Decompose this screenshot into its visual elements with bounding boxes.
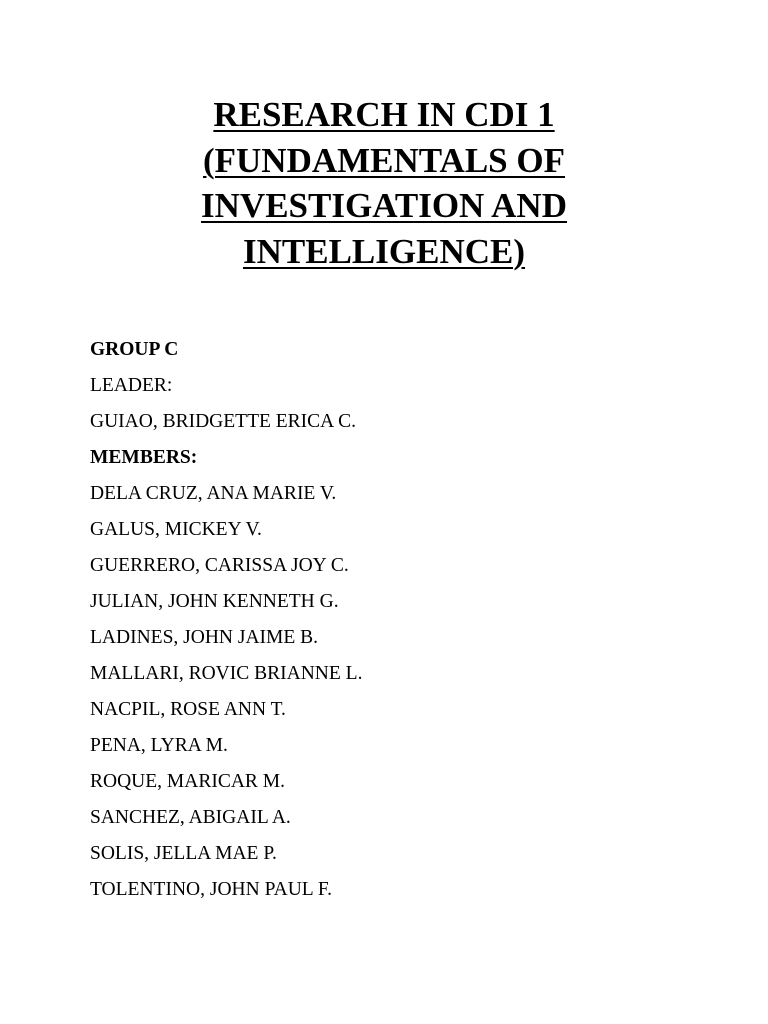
- members-label: MEMBERS:: [90, 447, 198, 468]
- title-line: RESEARCH IN CDI 1: [213, 95, 555, 134]
- member-item: TOLENTINO, JOHN PAUL F.: [90, 879, 333, 900]
- member-item: LADINES, JOHN JAIME B.: [90, 627, 319, 648]
- member-item: JULIAN, JOHN KENNETH G.: [90, 591, 339, 612]
- member-item: SOLIS, JELLA MAE P.: [90, 843, 277, 864]
- member-item: GALUS, MICKEY V.: [90, 519, 262, 540]
- member-item: ROQUE, MARICAR M.: [90, 771, 286, 792]
- leader-label: LEADER:: [90, 375, 173, 396]
- member-item: MALLARI, ROVIC BRIANNE L.: [90, 663, 363, 684]
- leader-name: GUIAO, BRIDGETTE ERICA C.: [90, 411, 356, 432]
- member-item: DELA CRUZ, ANA MARIE V.: [90, 483, 337, 504]
- member-item: SANCHEZ, ABIGAIL A.: [90, 807, 291, 828]
- document-title: [150, 92, 618, 274]
- group-name: GROUP C: [90, 339, 179, 360]
- title-line: INVESTIGATION AND: [201, 186, 567, 225]
- member-item: GUERRERO, CARISSA JOY C.: [90, 555, 349, 576]
- member-item: PENA, LYRA M.: [90, 735, 228, 756]
- title-line: INTELLIGENCE): [242, 231, 526, 271]
- group-roster: [90, 337, 362, 913]
- title-line: (FUNDAMENTALS OF: [203, 140, 565, 180]
- member-item: NACPIL, ROSE ANN T.: [90, 699, 286, 720]
